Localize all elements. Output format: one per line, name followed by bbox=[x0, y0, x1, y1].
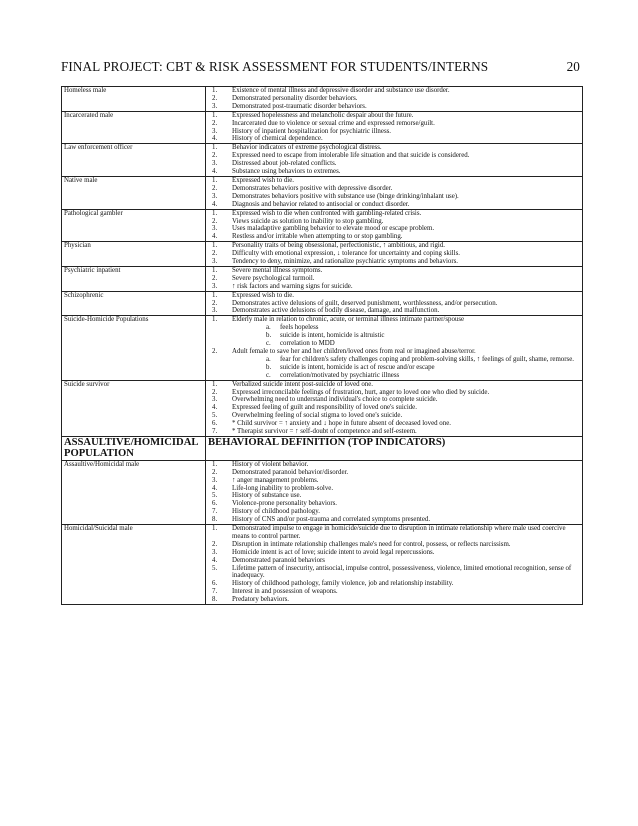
indicator-list bbox=[208, 210, 580, 242]
item-text-cell bbox=[232, 525, 580, 541]
indicator-item bbox=[208, 596, 580, 604]
item-text-cell bbox=[232, 185, 580, 193]
sub-item bbox=[266, 340, 580, 348]
item-number: 1. bbox=[212, 144, 218, 152]
item-number: 1. bbox=[212, 209, 218, 217]
item-text: Demonstrated paranoid behaviors bbox=[232, 556, 325, 564]
indicator-item bbox=[208, 588, 580, 596]
item-text-cell bbox=[232, 201, 580, 209]
item-text-cell bbox=[232, 389, 580, 397]
item-text: Tendency to deny, minimize, and rationalize psychiatric symptoms and behaviors. bbox=[232, 258, 459, 266]
item-number: 4. bbox=[212, 200, 218, 208]
item-text: Existence of mental illness and depressive disorder and substance use disorder. bbox=[232, 87, 450, 94]
indicator-item bbox=[208, 233, 580, 241]
indicator-item bbox=[208, 193, 580, 201]
item-number: 5. bbox=[212, 564, 218, 572]
item-text: History of violent behavior. bbox=[232, 460, 309, 468]
item-number: 7. bbox=[212, 508, 218, 516]
item-text-cell bbox=[232, 516, 580, 524]
indicator-item bbox=[208, 258, 580, 266]
indicator-item bbox=[208, 95, 580, 103]
item-text-cell bbox=[232, 596, 580, 604]
item-text: ↑ risk factors and warning signs for suicide. bbox=[232, 282, 353, 290]
item-number: 1. bbox=[212, 291, 218, 299]
item-text: Demonstrated post-traumatic disorder behaviors. bbox=[232, 102, 367, 110]
item-number: 8. bbox=[212, 596, 218, 604]
item-number: 2. bbox=[212, 184, 218, 192]
item-text-cell bbox=[232, 477, 580, 485]
item-text-cell bbox=[232, 152, 580, 160]
item-text: Overwhelming need to understand individual's choice to complete suicide. bbox=[232, 396, 438, 404]
item-number: 4. bbox=[212, 404, 218, 412]
table-row bbox=[62, 460, 583, 524]
item-number: 4. bbox=[212, 168, 218, 176]
item-number: 3. bbox=[212, 192, 218, 200]
sub-item bbox=[266, 332, 580, 340]
item-text-cell bbox=[232, 283, 580, 291]
item-text-cell bbox=[232, 120, 580, 128]
sub-item-text: correlation/motivated by psychiatric illness bbox=[280, 371, 400, 379]
item-number: 3. bbox=[212, 282, 218, 290]
item-number: 4. bbox=[212, 556, 218, 564]
indicator-item bbox=[208, 152, 580, 160]
item-number: 1. bbox=[212, 380, 218, 388]
indicator-list bbox=[208, 87, 580, 111]
item-text-cell bbox=[232, 258, 580, 266]
sub-item-text: fear for children's safety challenges coping and problem-solving skills, ↑ feelings of guilt, shame, remorse. bbox=[280, 355, 575, 363]
column-heading: BEHAVIORAL DEFINITION (TOP INDICATORS) bbox=[206, 436, 583, 460]
running-header bbox=[61, 59, 580, 75]
item-text-cell bbox=[232, 160, 580, 168]
table-row bbox=[62, 266, 583, 291]
indicator-item bbox=[208, 420, 580, 428]
item-text: Expressed wish to die when confronted with gambling-related crisis. bbox=[232, 209, 422, 217]
indicator-item bbox=[208, 316, 580, 348]
item-text: Expressed wish to die. bbox=[232, 291, 295, 299]
sub-item-text: feels hopeless bbox=[280, 324, 319, 332]
item-number: 6. bbox=[212, 420, 218, 428]
indicator-item bbox=[208, 120, 580, 128]
behavior-cell bbox=[206, 380, 583, 436]
item-text-cell bbox=[232, 557, 580, 565]
indicator-item bbox=[208, 300, 580, 308]
indicator-item bbox=[208, 500, 580, 508]
item-text: Life-long inability to problem-solve. bbox=[232, 484, 334, 492]
item-number: 3. bbox=[212, 160, 218, 168]
assessment-table bbox=[61, 86, 583, 605]
item-number: 1. bbox=[212, 525, 218, 533]
item-text: Expressed irreconcilable feelings of frustration, hurt, anger to loved one who died by suicide. bbox=[232, 388, 490, 396]
indicator-item bbox=[208, 525, 580, 541]
population-label: Assaultive/Homicidal male bbox=[62, 460, 206, 524]
indicator-item bbox=[208, 201, 580, 209]
indicator-item bbox=[208, 428, 580, 436]
item-text: Severe mental illness symptoms. bbox=[232, 266, 323, 274]
item-number: 2. bbox=[212, 119, 218, 127]
item-text-cell bbox=[232, 267, 580, 275]
item-text: History of childhood pathology, family violence, job and relationship instability. bbox=[232, 580, 454, 588]
indicator-item bbox=[208, 103, 580, 111]
item-text-cell bbox=[232, 275, 580, 283]
behavior-cell bbox=[206, 176, 583, 209]
item-text-cell bbox=[232, 469, 580, 477]
item-number: 1. bbox=[212, 87, 218, 94]
indicator-item bbox=[208, 565, 580, 581]
item-text-cell bbox=[232, 87, 580, 95]
section-header-row bbox=[62, 436, 583, 460]
item-text: Expressed need to escape from intolerable life situation and that suicide is considered. bbox=[232, 152, 470, 160]
item-text-cell bbox=[232, 396, 580, 404]
item-number: 1. bbox=[212, 242, 218, 250]
population-label: Physician bbox=[62, 242, 206, 267]
indicator-item bbox=[208, 218, 580, 226]
population-label: Suicide-Homicide Populations bbox=[62, 316, 206, 380]
indicator-item bbox=[208, 412, 580, 420]
indicator-item bbox=[208, 307, 580, 315]
table-row bbox=[62, 111, 583, 144]
item-text-cell bbox=[232, 492, 580, 500]
indicator-item bbox=[208, 477, 580, 485]
table-row bbox=[62, 380, 583, 436]
behavior-cell bbox=[206, 291, 583, 316]
item-number: 2. bbox=[212, 348, 218, 355]
indicator-item bbox=[208, 541, 580, 549]
sub-item-letter: c. bbox=[266, 340, 271, 348]
indicator-list bbox=[208, 292, 580, 316]
item-text-cell bbox=[232, 144, 580, 152]
item-text-cell bbox=[232, 177, 580, 185]
population-rows bbox=[62, 87, 583, 437]
item-text: Lifetime pattern of insecurity, antisocial, impulse control, possessiveness, violence, limited emotional recognition, sense of inadequacy. bbox=[232, 564, 572, 580]
item-number: 3. bbox=[212, 225, 218, 233]
item-number: 5. bbox=[212, 412, 218, 420]
item-text-cell bbox=[232, 549, 580, 557]
item-number: 2. bbox=[212, 468, 218, 476]
item-number: 7. bbox=[212, 428, 218, 436]
item-number: 3. bbox=[212, 396, 218, 404]
indicator-item bbox=[208, 185, 580, 193]
sub-item-letter: b. bbox=[266, 363, 272, 371]
behavior-cell bbox=[206, 525, 583, 605]
item-number: 2. bbox=[212, 250, 218, 258]
item-text: Interest in and possession of weapons. bbox=[232, 588, 338, 596]
item-text: History of substance use. bbox=[232, 492, 302, 500]
item-number: 1. bbox=[212, 176, 218, 184]
item-text: Demonstrates active delusions of bodily disease, damage, and malfunction. bbox=[232, 307, 440, 315]
item-text: Expressed wish to die. bbox=[232, 176, 295, 184]
indicator-list bbox=[208, 461, 580, 524]
table-row bbox=[62, 316, 583, 380]
item-number: 8. bbox=[212, 516, 218, 524]
item-text: Demonstrates active delusions of guilt, deserved punishment, worthlessness, and/or persecution. bbox=[232, 299, 498, 307]
indicator-list bbox=[208, 242, 580, 266]
item-text: Expressed feeling of guilt and responsibility of loved one's suicide. bbox=[232, 404, 417, 412]
item-text: Personality traits of being obsessional, perfectionistic, ↑ ambitious, and rigid. bbox=[232, 242, 445, 250]
indicator-item bbox=[208, 557, 580, 565]
item-text-cell bbox=[232, 95, 580, 103]
item-text-cell bbox=[232, 218, 580, 226]
item-number: 1. bbox=[212, 460, 218, 468]
behavior-cell bbox=[206, 266, 583, 291]
item-number: 3. bbox=[212, 102, 218, 110]
item-text: Elderly male in relation to chronic, acute, or terminal illness intimate partner/spouse bbox=[232, 316, 465, 324]
item-number: 1. bbox=[212, 316, 218, 324]
indicator-item bbox=[208, 128, 580, 136]
indicator-item bbox=[208, 492, 580, 500]
item-number: 6. bbox=[212, 580, 218, 588]
item-number: 3. bbox=[212, 476, 218, 484]
item-number: 3. bbox=[212, 127, 218, 135]
indicator-item bbox=[208, 275, 580, 283]
indicator-list bbox=[208, 267, 580, 291]
sub-item-letter: a. bbox=[266, 324, 271, 332]
indicator-list bbox=[208, 177, 580, 209]
behavior-cell bbox=[206, 209, 583, 242]
item-text: Demonstrated impulse to engage in homicide/suicide due to disruption in intimate relationship where male used coercive means to control partner. bbox=[232, 525, 566, 540]
item-text-cell bbox=[232, 461, 580, 469]
item-text-cell bbox=[232, 292, 580, 300]
item-number: 4. bbox=[212, 233, 218, 241]
item-text: Violence-prone personality behaviors. bbox=[232, 500, 338, 508]
behavior-cell bbox=[206, 111, 583, 144]
indicator-item bbox=[208, 549, 580, 557]
population-label: Psychiatric inpatient bbox=[62, 266, 206, 291]
population-label: Suicide survivor bbox=[62, 380, 206, 436]
sub-item-text: correlation to MDD bbox=[280, 340, 335, 348]
item-text: Views suicide as solution to inability to stop gambling. bbox=[232, 217, 384, 225]
indicator-item bbox=[208, 381, 580, 389]
item-text-cell bbox=[232, 307, 580, 315]
population-label: Native male bbox=[62, 176, 206, 209]
item-text: Restless and/or irritable when attempting to or stop gambling. bbox=[232, 233, 403, 241]
item-text-cell bbox=[232, 193, 580, 201]
table-row bbox=[62, 242, 583, 267]
item-text: Behavior indicators of extreme psychological distress. bbox=[232, 144, 382, 152]
sub-item bbox=[266, 364, 580, 372]
item-number: 3. bbox=[212, 258, 218, 266]
item-text: Diagnosis and behavior related to antisocial or conduct disorder. bbox=[232, 200, 410, 208]
item-text: Expressed hopelessness and melancholic despair about the future. bbox=[232, 111, 414, 119]
item-number: 1. bbox=[212, 266, 218, 274]
item-number: 2. bbox=[212, 217, 218, 225]
behavior-cell bbox=[206, 144, 583, 177]
sub-item bbox=[266, 356, 580, 364]
indicator-item bbox=[208, 389, 580, 397]
item-text-cell bbox=[232, 500, 580, 508]
table-row bbox=[62, 291, 583, 316]
item-text-cell bbox=[232, 508, 580, 516]
table-row bbox=[62, 87, 583, 112]
indicator-list bbox=[208, 316, 580, 379]
indicator-item bbox=[208, 580, 580, 588]
item-text: Disruption in intimate relationship challenges male's need for control, possess, or reflects narcissism. bbox=[232, 540, 511, 548]
item-number: 3. bbox=[212, 548, 218, 556]
sub-item-list bbox=[232, 356, 580, 380]
indicator-item bbox=[208, 144, 580, 152]
item-number: 4. bbox=[212, 484, 218, 492]
indicator-item bbox=[208, 242, 580, 250]
item-number: 7. bbox=[212, 588, 218, 596]
item-text: Demonstrates behaviors positive with depressive disorder. bbox=[232, 184, 393, 192]
item-text-cell bbox=[232, 404, 580, 412]
sub-item-list bbox=[232, 324, 580, 348]
item-text-cell bbox=[232, 210, 580, 218]
item-text: History of inpatient hospitalization for psychiatric illness. bbox=[232, 127, 392, 135]
page-number: 20 bbox=[566, 59, 580, 74]
indicator-item bbox=[208, 348, 580, 380]
behavior-cell bbox=[206, 242, 583, 267]
item-text: Demonstrates behaviors positive with substance use (binge drinking/inhalant use). bbox=[232, 192, 459, 200]
indicator-item bbox=[208, 225, 580, 233]
indicator-list bbox=[208, 112, 580, 144]
item-text-cell bbox=[232, 128, 580, 136]
sub-item-text: suicide is intent, homicide is act of rescue and/or escape bbox=[280, 363, 435, 371]
item-text-cell bbox=[232, 485, 580, 493]
item-text-cell bbox=[232, 135, 580, 143]
sub-item-letter: a. bbox=[266, 355, 271, 363]
indicator-list bbox=[208, 144, 580, 176]
item-text: Uses maladaptive gambling behavior to elevate mood or escape problem. bbox=[232, 225, 435, 233]
indicator-item bbox=[208, 267, 580, 275]
sub-item-letter: b. bbox=[266, 332, 272, 340]
item-text: Distressed about job-related conflicts. bbox=[232, 160, 337, 168]
item-text: Predatory behaviors. bbox=[232, 596, 290, 604]
population-label: Homicidal/Suicidal male bbox=[62, 525, 206, 605]
item-number: 3. bbox=[212, 307, 218, 315]
item-text: * Child survivor = ↑ anxiety and ↓ hope in future absent of deceased loved one. bbox=[232, 420, 451, 428]
item-text-cell bbox=[232, 242, 580, 250]
item-text-cell bbox=[232, 412, 580, 420]
item-text-cell bbox=[232, 541, 580, 549]
indicator-list bbox=[208, 381, 580, 436]
item-text-cell bbox=[232, 420, 580, 428]
item-text-cell bbox=[232, 588, 580, 596]
item-text-cell bbox=[232, 428, 580, 436]
item-text: History of childhood pathology. bbox=[232, 508, 320, 516]
indicator-item bbox=[208, 292, 580, 300]
indicator-item bbox=[208, 210, 580, 218]
item-number: 1. bbox=[212, 111, 218, 119]
item-text: Demonstrated paranoid behavior/disorder. bbox=[232, 468, 349, 476]
behavior-cell bbox=[206, 87, 583, 112]
item-text: ↑ anger management problems. bbox=[232, 476, 319, 484]
item-number: 2. bbox=[212, 540, 218, 548]
item-number: 2. bbox=[212, 274, 218, 282]
item-text: * Therapist survivor = ↑ self-doubt of competence and self-esteem. bbox=[232, 428, 417, 436]
item-text-cell bbox=[232, 233, 580, 241]
item-text: History of CNS and/or post-trauma and correlated symptoms presented. bbox=[232, 516, 431, 524]
indicator-item bbox=[208, 177, 580, 185]
item-number: 2. bbox=[212, 152, 218, 160]
item-text-cell bbox=[232, 300, 580, 308]
item-number: 6. bbox=[212, 500, 218, 508]
indicator-item bbox=[208, 250, 580, 258]
indicator-item bbox=[208, 396, 580, 404]
item-number: 5. bbox=[212, 492, 218, 500]
item-text: Adult female to save her and her children/loved ones from real or imagined abuse/terror. bbox=[232, 348, 476, 355]
indicator-item bbox=[208, 87, 580, 95]
item-text-cell bbox=[232, 112, 580, 120]
indicator-item bbox=[208, 168, 580, 176]
item-text: Demonstrated personality disorder behaviors. bbox=[232, 94, 358, 102]
behavior-cell bbox=[206, 316, 583, 380]
assaultive-rows bbox=[62, 460, 583, 604]
population-label: Homeless male bbox=[62, 87, 206, 112]
indicator-item bbox=[208, 112, 580, 120]
indicator-item bbox=[208, 404, 580, 412]
item-text: Substance using behaviors to extremes. bbox=[232, 168, 341, 176]
sub-item-letter: c. bbox=[266, 371, 271, 379]
population-label: Pathological gambler bbox=[62, 209, 206, 242]
running-header-title: FINAL PROJECT: CBT & RISK ASSESSMENT FOR STUDENTS/INTERNS bbox=[61, 59, 489, 74]
section-heading: ASSAULTIVE/HOMICIDAL POPULATION bbox=[62, 436, 206, 460]
indicator-list bbox=[208, 525, 580, 604]
item-text-cell bbox=[232, 168, 580, 176]
item-text-cell bbox=[232, 225, 580, 233]
population-label: Incarcerated male bbox=[62, 111, 206, 144]
indicator-item bbox=[208, 461, 580, 469]
behavior-cell bbox=[206, 460, 583, 524]
section-header bbox=[62, 436, 583, 460]
item-number: 4. bbox=[212, 135, 218, 143]
table-row bbox=[62, 209, 583, 242]
item-text: Overwhelming feeling of social stigma to loved one's suicide. bbox=[232, 412, 403, 420]
table-row bbox=[62, 525, 583, 605]
item-text-cell bbox=[232, 580, 580, 588]
indicator-item bbox=[208, 135, 580, 143]
sub-item-text: suicide is intent, homicide is altruistic bbox=[280, 332, 385, 340]
indicator-item bbox=[208, 469, 580, 477]
item-text: History of chemical dependence. bbox=[232, 135, 323, 143]
item-number: 2. bbox=[212, 94, 218, 102]
indicator-item bbox=[208, 485, 580, 493]
indicator-item bbox=[208, 283, 580, 291]
item-text: Incarcerated due to violence or sexual crime and expressed remorse/guilt. bbox=[232, 119, 435, 127]
item-text-cell bbox=[232, 381, 580, 389]
item-text: Difficulty with emotional expression, ↓ tolerance for uncertainty and coping skills. bbox=[232, 250, 460, 258]
indicator-item bbox=[208, 516, 580, 524]
population-label: Law enforcement officer bbox=[62, 144, 206, 177]
item-text-cell bbox=[232, 250, 580, 258]
indicator-item bbox=[208, 508, 580, 516]
sub-item bbox=[266, 324, 580, 332]
item-text: Homicide intent is act of love; suicide intent to avoid legal repercussions. bbox=[232, 548, 435, 556]
table-row bbox=[62, 176, 583, 209]
item-text-cell bbox=[232, 348, 580, 380]
item-number: 2. bbox=[212, 388, 218, 396]
table-row bbox=[62, 144, 583, 177]
item-text: Severe psychological turmoil. bbox=[232, 274, 315, 282]
sub-item bbox=[266, 372, 580, 380]
item-text: Verbalized suicide intent post-suicide of loved one. bbox=[232, 380, 374, 388]
item-text-cell bbox=[232, 565, 580, 581]
population-label: Schizophrenic bbox=[62, 291, 206, 316]
item-number: 2. bbox=[212, 299, 218, 307]
indicator-item bbox=[208, 160, 580, 168]
item-text-cell bbox=[232, 103, 580, 111]
item-text-cell bbox=[232, 316, 580, 348]
